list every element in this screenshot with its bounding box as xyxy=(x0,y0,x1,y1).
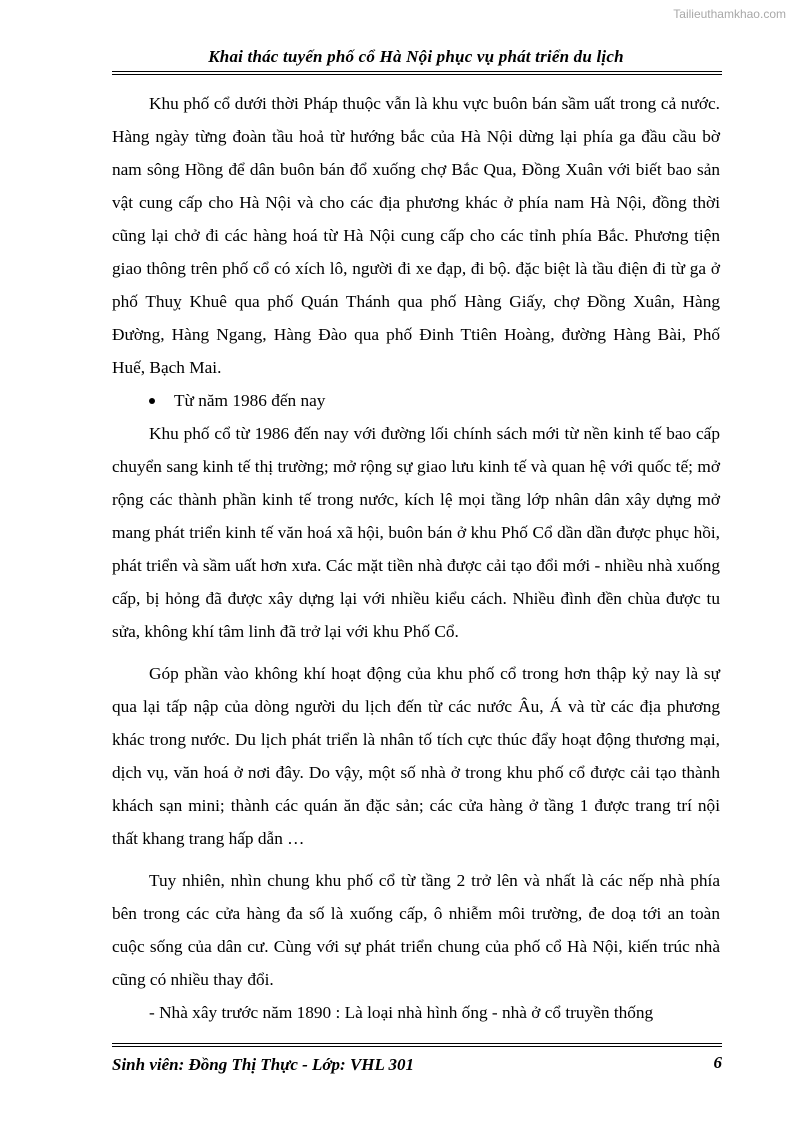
page-number: 6 xyxy=(713,1053,722,1072)
paragraph: Khu phố cổ dưới thời Pháp thuộc vẫn là khu vực buôn bán sầm uất trong cả nước. Hàng ngày từng đoàn tầu hoả từ hướng bắc của Hà Nội dừng lại phía ga đầu cầu bờ nam sông Hồng để dân buôn bán đổ xuống chợ Bắc Qua, Đồng Xuân với biết bao sản vật cung cấp cho Hà Nội và cho các địa phương khác ở phía nam Hà Nội, đồng thời cũng lại chở đi các hàng hoá từ Hà Nội cung cấp cho các tỉnh phía Bắc. Phương tiện giao thông trên phố cổ có xích lô, người đi xe đạp, đi bộ. đặc biệt là tầu điện đi từ ga ở phố Thuỵ Khuê qua phố Quán Thánh qua phố Hàng Giấy, chợ Đồng Xuân, Hàng Đường, Hàng Ngang, Hàng Đào qua phố Đinh Ttiên Hoàng, đường Hàng Bài, Phố Huế, Bạch Mai. xyxy=(112,94,720,377)
footer-author: Sinh viên: Đồng Thị Thực - Lớp: VHL 301 xyxy=(112,1055,415,1074)
paragraph: Góp phần vào không khí hoạt động của khu phố cổ trong hơn thập kỷ nay là sự qua lại tấp nập của dòng người du lịch đến từ các nước Âu, Á và từ các địa phương khác trong nước. Du lịch phát triển là nhân tố tích cực thúc đẩy hoạt động thương mại, dịch vụ, văn hoá ở nơi đây. Do vậy, một số nhà ở trong khu phố cổ được cải tạo thành khách sạn mini; thành các quán ăn đặc sản; các cửa hàng ở tầng 1 được trang trí nội thất khang trang hấp dẫn … xyxy=(112,664,720,848)
paragraph: Tuy nhiên, nhìn chung khu phố cổ từ tầng 2 trở lên và nhất là các nếp nhà phía bên trong các cửa hàng đa số là xuống cấp, ô nhiễm môi trường, đe doạ tới an toàn cuộc sống của dân cư. Cùng với sự phát triển chung của phố cổ Hà Nội, kiến trúc nhà cũng có nhiều thay đổi. xyxy=(112,871,720,989)
footer-rule xyxy=(112,1043,722,1047)
bullet-text: Từ năm 1986 đến nay xyxy=(174,391,326,410)
bullet-item xyxy=(112,384,720,417)
document-body xyxy=(112,87,720,1029)
running-header: Khai thác tuyến phố cổ Hà Nội phục vụ phát triển du lịch xyxy=(208,47,624,66)
paragraph: - Nhà xây trước năm 1890 : Là loại nhà hình ống - nhà ở cổ truyền thống xyxy=(149,1003,654,1022)
watermark: Tailieuthamkhao.com xyxy=(673,7,786,21)
header-rule xyxy=(112,71,722,75)
bullet-icon xyxy=(149,398,155,404)
paragraph: Khu phố cổ từ 1986 đến nay với đường lối chính sách mới từ nền kinh tế bao cấp chuyển sang kinh tế thị trường; mở rộng sự giao lưu kinh tế và quan hệ với quốc tế; mở rộng các thành phần kinh tế trong nước, kích lệ mọi tầng lớp nhân dân xây dựng mở mang phát triển kinh tế văn hoá xã hội, buôn bán ở khu Phố Cổ dần dần được phục hồi, phát triển và sầm uất hơn xưa. Các mặt tiền nhà được cải tạo đổi mới - nhiều nhà xuống cấp, bị hỏng đã được xây dựng lại với nhiều kiểu cách. Nhiều đình đền chùa được tu sửa, không khí tâm linh đã trở lại với khu Phố Cổ. xyxy=(112,424,720,641)
